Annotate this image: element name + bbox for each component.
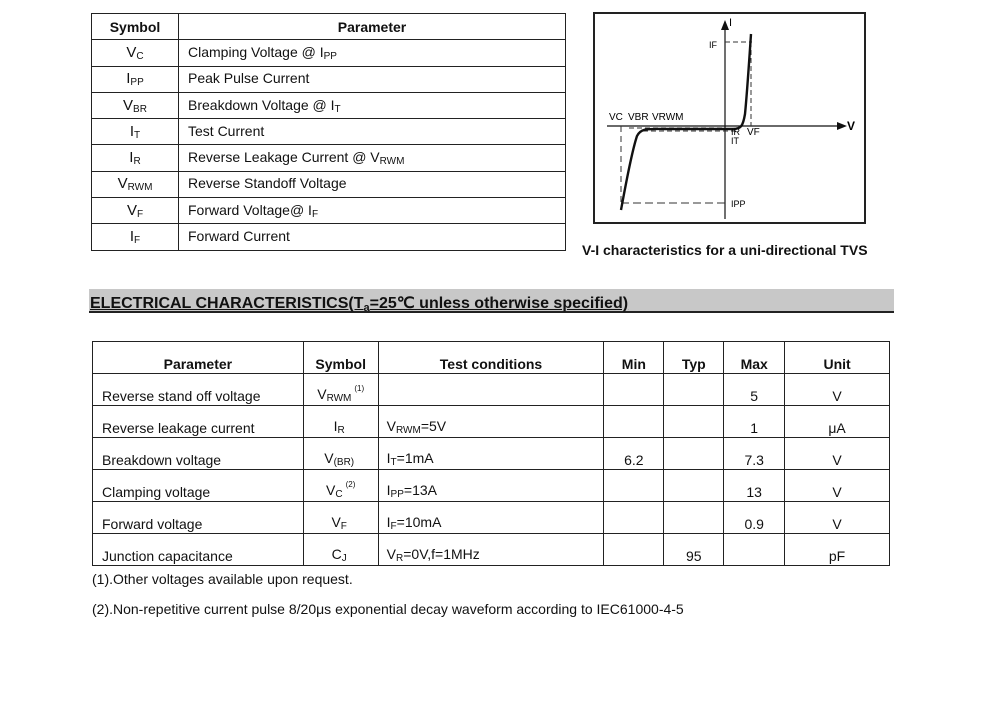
ec-parameter-cell: Junction capacitance — [93, 534, 304, 566]
v-axis-arrow — [837, 122, 847, 130]
ec-symbol-subscript: C — [335, 489, 343, 500]
section-title-sub: a — [363, 302, 370, 314]
ec-test-main: V — [386, 546, 396, 562]
parameter-cell — [179, 66, 566, 92]
symbol-subscript: F — [136, 208, 144, 220]
symbol-cell — [92, 119, 179, 145]
ec-symbol-cell — [303, 534, 378, 566]
ec-min-cell — [604, 502, 664, 534]
ec-typ-cell — [664, 470, 724, 502]
ec-parameter-cell: Reverse leakage current — [93, 406, 304, 438]
ec-test-value: =10mA — [396, 514, 442, 530]
ec-table-row — [93, 534, 890, 566]
parameter-text: Forward Current — [188, 228, 290, 245]
ec-symbol-cell — [303, 374, 378, 406]
vc-label: VC — [609, 112, 623, 123]
parameter-cell — [179, 92, 566, 118]
ec-test-cell — [378, 534, 604, 566]
note-1: (1).Other voltages available upon request. — [92, 571, 353, 587]
ec-max-cell: 0.9 — [724, 502, 785, 534]
symbol-subscript: BR — [133, 103, 147, 115]
symbol-subscript: PP — [130, 77, 144, 89]
ec-symbol-main: V — [331, 514, 341, 530]
ec-symbol-cell — [303, 406, 378, 438]
section-title-pre: ELECTRICAL CHARACTERISTICS(T — [90, 295, 364, 312]
parameter-subscript: PP — [323, 50, 337, 62]
symbol-table-row — [92, 145, 566, 171]
ec-parameter-cell: Clamping voltage — [93, 470, 304, 502]
vrwm-label: VRWM — [652, 112, 684, 123]
ipp-label: IPP — [731, 199, 746, 209]
parameter-text: Reverse Leakage Current @ V — [188, 149, 380, 166]
ec-header-unit: Unit — [785, 342, 890, 374]
section-title-post: =25℃ unless otherwise specified) — [369, 295, 629, 312]
ec-test-value: =5V — [420, 418, 447, 434]
ec-header-test: Test conditions — [378, 342, 604, 374]
parameter-subscript: RWM — [379, 156, 405, 168]
ec-symbol-main: C — [331, 546, 342, 562]
parameter-text: Breakdown Voltage @ I — [188, 96, 335, 113]
vf-label: VF — [747, 127, 760, 138]
parameter-text: Test Current — [188, 122, 265, 139]
parameter-cell — [179, 224, 566, 250]
ir-label: IR — [731, 127, 740, 137]
symbol-main: V — [126, 201, 137, 219]
axis-v-label: V — [847, 119, 856, 133]
ec-symbol-subscript: J — [341, 553, 347, 564]
parameter-cell — [179, 198, 566, 224]
ec-parameter-cell: Breakdown voltage — [93, 438, 304, 470]
ec-header-min: Min — [604, 342, 664, 374]
ec-min-cell — [604, 470, 664, 502]
ec-min-cell — [604, 374, 664, 406]
ec-min-cell — [604, 406, 664, 438]
symbol-cell — [92, 66, 179, 92]
symbol-main: I — [129, 149, 134, 167]
symbol-table-row — [92, 171, 566, 197]
ec-symbol-note-ref: (2) — [345, 480, 356, 489]
symbol-table-header — [92, 14, 566, 40]
vi-chart-caption: V-I characteristics for a uni-directional TVS — [582, 242, 868, 258]
ec-test-subscript: PP — [390, 489, 404, 500]
ec-test-value: =0V,f=1MHz — [403, 546, 480, 562]
ec-max-cell: 5 — [724, 374, 785, 406]
symbol-cell — [92, 145, 179, 171]
ec-parameter-cell: Reverse stand off voltage — [93, 374, 304, 406]
ec-unit-cell: V — [785, 502, 890, 534]
symbol-cell — [92, 171, 179, 197]
i-axis-arrow — [721, 20, 729, 30]
ec-max-cell — [724, 534, 785, 566]
symbol-table-row — [92, 66, 566, 92]
ec-test-subscript: R — [396, 553, 404, 564]
ec-table-row — [93, 374, 890, 406]
ec-test-main: I — [386, 482, 391, 498]
ec-table-row — [93, 406, 890, 438]
ec-header-symbol: Symbol — [303, 342, 378, 374]
parameter-text: Forward Voltage@ I — [188, 201, 312, 218]
ec-test-cell — [378, 502, 604, 534]
symbol-table-row — [92, 224, 566, 250]
ec-unit-cell: V — [785, 438, 890, 470]
ec-test-main: I — [386, 514, 391, 530]
parameter-cell — [179, 119, 566, 145]
ec-typ-cell — [664, 406, 724, 438]
symbol-main: V — [126, 43, 137, 61]
symbol-main: V — [117, 175, 128, 193]
ec-min-cell — [604, 534, 664, 566]
ec-header-parameter: Parameter — [93, 342, 304, 374]
symbol-cell — [92, 198, 179, 224]
ec-symbol-main: V — [317, 386, 327, 402]
symbol-cell — [92, 92, 179, 118]
ec-table-row — [93, 438, 890, 470]
ec-test-subscript: F — [390, 521, 397, 532]
ec-test-main: V — [386, 418, 396, 434]
ec-table-row — [93, 502, 890, 534]
ec-test-cell — [378, 406, 604, 438]
section-header-bar — [89, 289, 894, 313]
ec-unit-cell: pF — [785, 534, 890, 566]
symbol-main: I — [126, 70, 131, 88]
symbol-main: I — [129, 228, 135, 246]
ec-unit-cell: V — [785, 374, 890, 406]
ec-symbol-cell — [303, 502, 378, 534]
ec-min-cell: 6.2 — [604, 438, 664, 470]
it-label: IT — [731, 136, 739, 146]
ec-typ-cell — [664, 438, 724, 470]
symbol-table-row — [92, 198, 566, 224]
ec-table-row — [93, 470, 890, 502]
parameter-cell — [179, 40, 566, 66]
ec-symbol-cell — [303, 470, 378, 502]
parameter-cell — [179, 171, 566, 197]
ec-symbol-subscript: R — [337, 425, 345, 436]
ec-max-cell: 7.3 — [724, 438, 785, 470]
ec-symbol-subscript: (BR) — [333, 457, 355, 468]
note-2: (2).Non-repetitive current pulse 8/20μs exponential decay waveform according to IEC61000-4-5 — [92, 601, 684, 617]
ec-typ-cell — [664, 502, 724, 534]
parameter-text: Peak Pulse Current — [188, 70, 310, 87]
ec-symbol-note-ref: (1) — [354, 384, 365, 393]
ec-max-cell: 1 — [724, 406, 785, 438]
parameter-text: Clamping Voltage @ I — [188, 43, 324, 60]
ec-typ-cell: 95 — [664, 534, 724, 566]
symbol-main: V — [123, 96, 134, 114]
symbol-subscript: T — [134, 129, 141, 141]
symbol-subscript: F — [134, 235, 141, 247]
axis-i-label: I — [729, 17, 733, 29]
ec-test-cell — [378, 438, 604, 470]
symbol-header: Symbol — [92, 14, 179, 40]
ec-test-value: =1mA — [396, 450, 434, 466]
parameter-cell — [179, 145, 566, 171]
ec-unit-cell: V — [785, 470, 890, 502]
ec-symbol-subscript: F — [340, 521, 347, 532]
ec-symbol-main: V — [326, 482, 336, 498]
ec-test-cell — [378, 470, 604, 502]
parameter-subscript: F — [311, 208, 319, 220]
ec-test-subscript: T — [390, 457, 397, 468]
symbol-cell — [92, 224, 179, 250]
symbol-main: I — [129, 122, 135, 140]
ec-table-header — [93, 342, 890, 374]
vbr-label: VBR — [628, 112, 649, 123]
symbol-cell — [92, 40, 179, 66]
electrical-characteristics-table — [92, 341, 890, 566]
symbol-table-row — [92, 119, 566, 145]
symbol-subscript: C — [136, 50, 144, 62]
ec-unit-cell: μA — [785, 406, 890, 438]
ec-symbol-subscript: RWM — [326, 393, 352, 404]
parameter-header: Parameter — [179, 14, 566, 40]
ec-symbol-cell — [303, 438, 378, 470]
symbol-subscript: R — [133, 156, 141, 168]
ec-symbol-main: V — [324, 450, 334, 466]
ec-header-typ: Typ — [664, 342, 724, 374]
if-label: IF — [709, 40, 717, 50]
ec-symbol-main: I — [333, 418, 338, 434]
ec-max-cell: 13 — [724, 470, 785, 502]
ec-test-value: =13A — [403, 482, 437, 498]
ec-header-max: Max — [724, 342, 785, 374]
ec-test-main: I — [386, 450, 391, 466]
ec-parameter-cell: Forward voltage — [93, 502, 304, 534]
ec-test-subscript: RWM — [396, 425, 421, 436]
parameter-text: Reverse Standoff Voltage — [188, 175, 347, 192]
symbol-table — [91, 13, 566, 251]
symbol-table-row — [92, 92, 566, 118]
vi-characteristic-chart — [593, 12, 866, 224]
section-title — [90, 293, 628, 314]
parameter-subscript: T — [334, 103, 341, 115]
vi-chart-svg — [595, 14, 864, 222]
ec-test-cell — [378, 374, 604, 406]
symbol-table-row — [92, 40, 566, 66]
ec-typ-cell — [664, 374, 724, 406]
symbol-subscript: RWM — [127, 182, 153, 194]
